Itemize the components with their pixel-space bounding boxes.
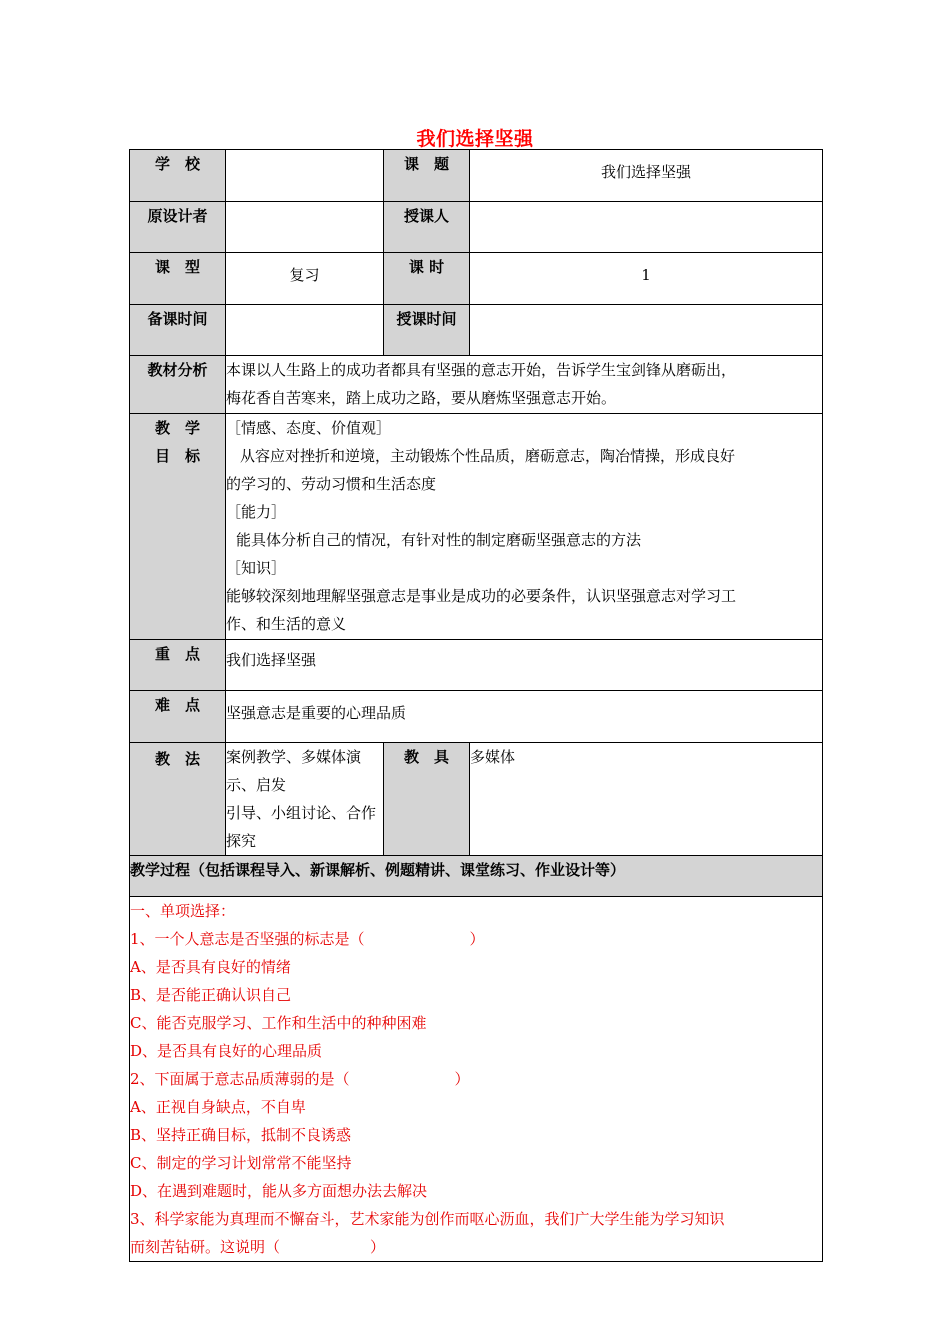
tools-value: 多媒体 — [470, 743, 823, 856]
goals-line: 作、和生活的意义 — [226, 615, 347, 633]
difficulty-value: 坚强意志是重要的心理品质 — [226, 691, 823, 743]
type-value: 复习 — [226, 253, 384, 305]
school-value — [226, 150, 384, 202]
row-difficulty — [130, 691, 823, 743]
goals-heading-emotion: ［情感、态度、价值观］ — [226, 419, 392, 437]
goals-label-line: 目 标 — [154, 447, 200, 465]
analysis-line: 本课以人生路上的成功者都具有坚强的意志开始，告诉学生宝剑锋从磨砺出， — [226, 361, 737, 379]
row-designer-teacher — [130, 202, 823, 253]
type-label: 课 型 — [130, 253, 226, 305]
goals-line: 能具体分析自己的情况，有针对性的制定磨砺坚强意志的方法 — [236, 531, 642, 549]
option-b: B、坚持正确目标，抵制不良诱惑 — [130, 1126, 352, 1144]
goals-line: 的学习的、劳动习惯和生活态度 — [226, 475, 437, 493]
goals-line: 从容应对挫折和逆境，主动锻炼个性品质，磨砺意志，陶冶情操，形成良好 — [240, 447, 736, 465]
topic-value: 我们选择坚强 — [470, 150, 823, 202]
page-title: 我们选择坚强 — [416, 128, 534, 150]
question-3: 3、科学家能为真理而不懈奋斗，艺术家能为创作而呕心沥血，我们广大学生能为学习知识 — [130, 1210, 725, 1228]
class-time-label: 授课时间 — [384, 305, 470, 356]
option-a: A、是否具有良好的情绪 — [130, 958, 291, 976]
option-d: D、是否具有良好的心理品质 — [130, 1042, 323, 1060]
question-3-cont: 而刻苦钻研。这说明（ ） — [130, 1238, 386, 1256]
hours-value: 1 — [470, 253, 823, 305]
tools-label: 教 具 — [384, 743, 470, 856]
analysis-label: 教材分析 — [130, 356, 226, 414]
prep-time-label: 备课时间 — [130, 305, 226, 356]
goals-label-line: 教 学 — [154, 419, 200, 437]
row-method-tools — [130, 743, 823, 856]
key-point-value: 我们选择坚强 — [226, 640, 823, 691]
row-process-content — [130, 897, 823, 1262]
method-label: 教 法 — [130, 743, 226, 856]
method-value — [226, 743, 384, 856]
section-heading: 一、单项选择： — [130, 902, 236, 920]
teacher-value — [470, 202, 823, 253]
method-line: 引导、小组讨论、合作探究 — [226, 804, 377, 850]
row-school-topic — [130, 150, 823, 202]
row-type-hours — [130, 253, 823, 305]
method-line: 案例教学、多媒体演示、启发 — [226, 748, 362, 794]
analysis-value — [226, 356, 823, 414]
row-prep-class-time — [130, 305, 823, 356]
designer-value — [226, 202, 384, 253]
designer-label: 原设计者 — [130, 202, 226, 253]
goals-heading-ability: ［能力］ — [226, 503, 287, 521]
school-label: 学 校 — [130, 150, 226, 202]
goals-heading-knowledge: ［知识］ — [226, 559, 287, 577]
question-1: 1、一个人意志是否坚强的标志是（ ） — [130, 930, 485, 948]
goals-line: 能够较深刻地理解坚强意志是事业是成功的必要条件，认识坚强意志对学习工 — [226, 587, 737, 605]
option-d: D、在遇到难题时，能从多方面想办法去解决 — [130, 1182, 428, 1200]
row-key-point — [130, 640, 823, 691]
question-2: 2、下面属于意志品质薄弱的是（ ） — [130, 1070, 470, 1088]
class-time-value — [470, 305, 823, 356]
option-b: B、是否能正确认识自己 — [130, 986, 292, 1004]
option-c: C、制定的学习计划常常不能坚持 — [130, 1154, 352, 1172]
row-analysis — [130, 356, 823, 414]
process-header: 教学过程（包括课程导入、新课解析、例题精讲、课堂练习、作业设计等） — [130, 856, 823, 897]
hours-label: 课 时 — [384, 253, 470, 305]
difficulty-label: 难 点 — [130, 691, 226, 743]
option-a: A、正视自身缺点，不自卑 — [130, 1098, 306, 1116]
row-process-header — [130, 856, 823, 897]
goals-value — [226, 414, 823, 640]
row-goals — [130, 414, 823, 640]
goals-label — [130, 414, 226, 640]
prep-time-value — [226, 305, 384, 356]
lesson-plan-table — [129, 149, 823, 1262]
option-c: C、能否克服学习、工作和生活中的种种困难 — [130, 1014, 427, 1032]
topic-label: 课 题 — [384, 150, 470, 202]
analysis-line: 梅花香自苦寒来，踏上成功之路，要从磨炼坚强意志开始。 — [226, 389, 617, 407]
process-content — [130, 897, 823, 1262]
key-point-label: 重 点 — [130, 640, 226, 691]
teacher-label: 授课人 — [384, 202, 470, 253]
